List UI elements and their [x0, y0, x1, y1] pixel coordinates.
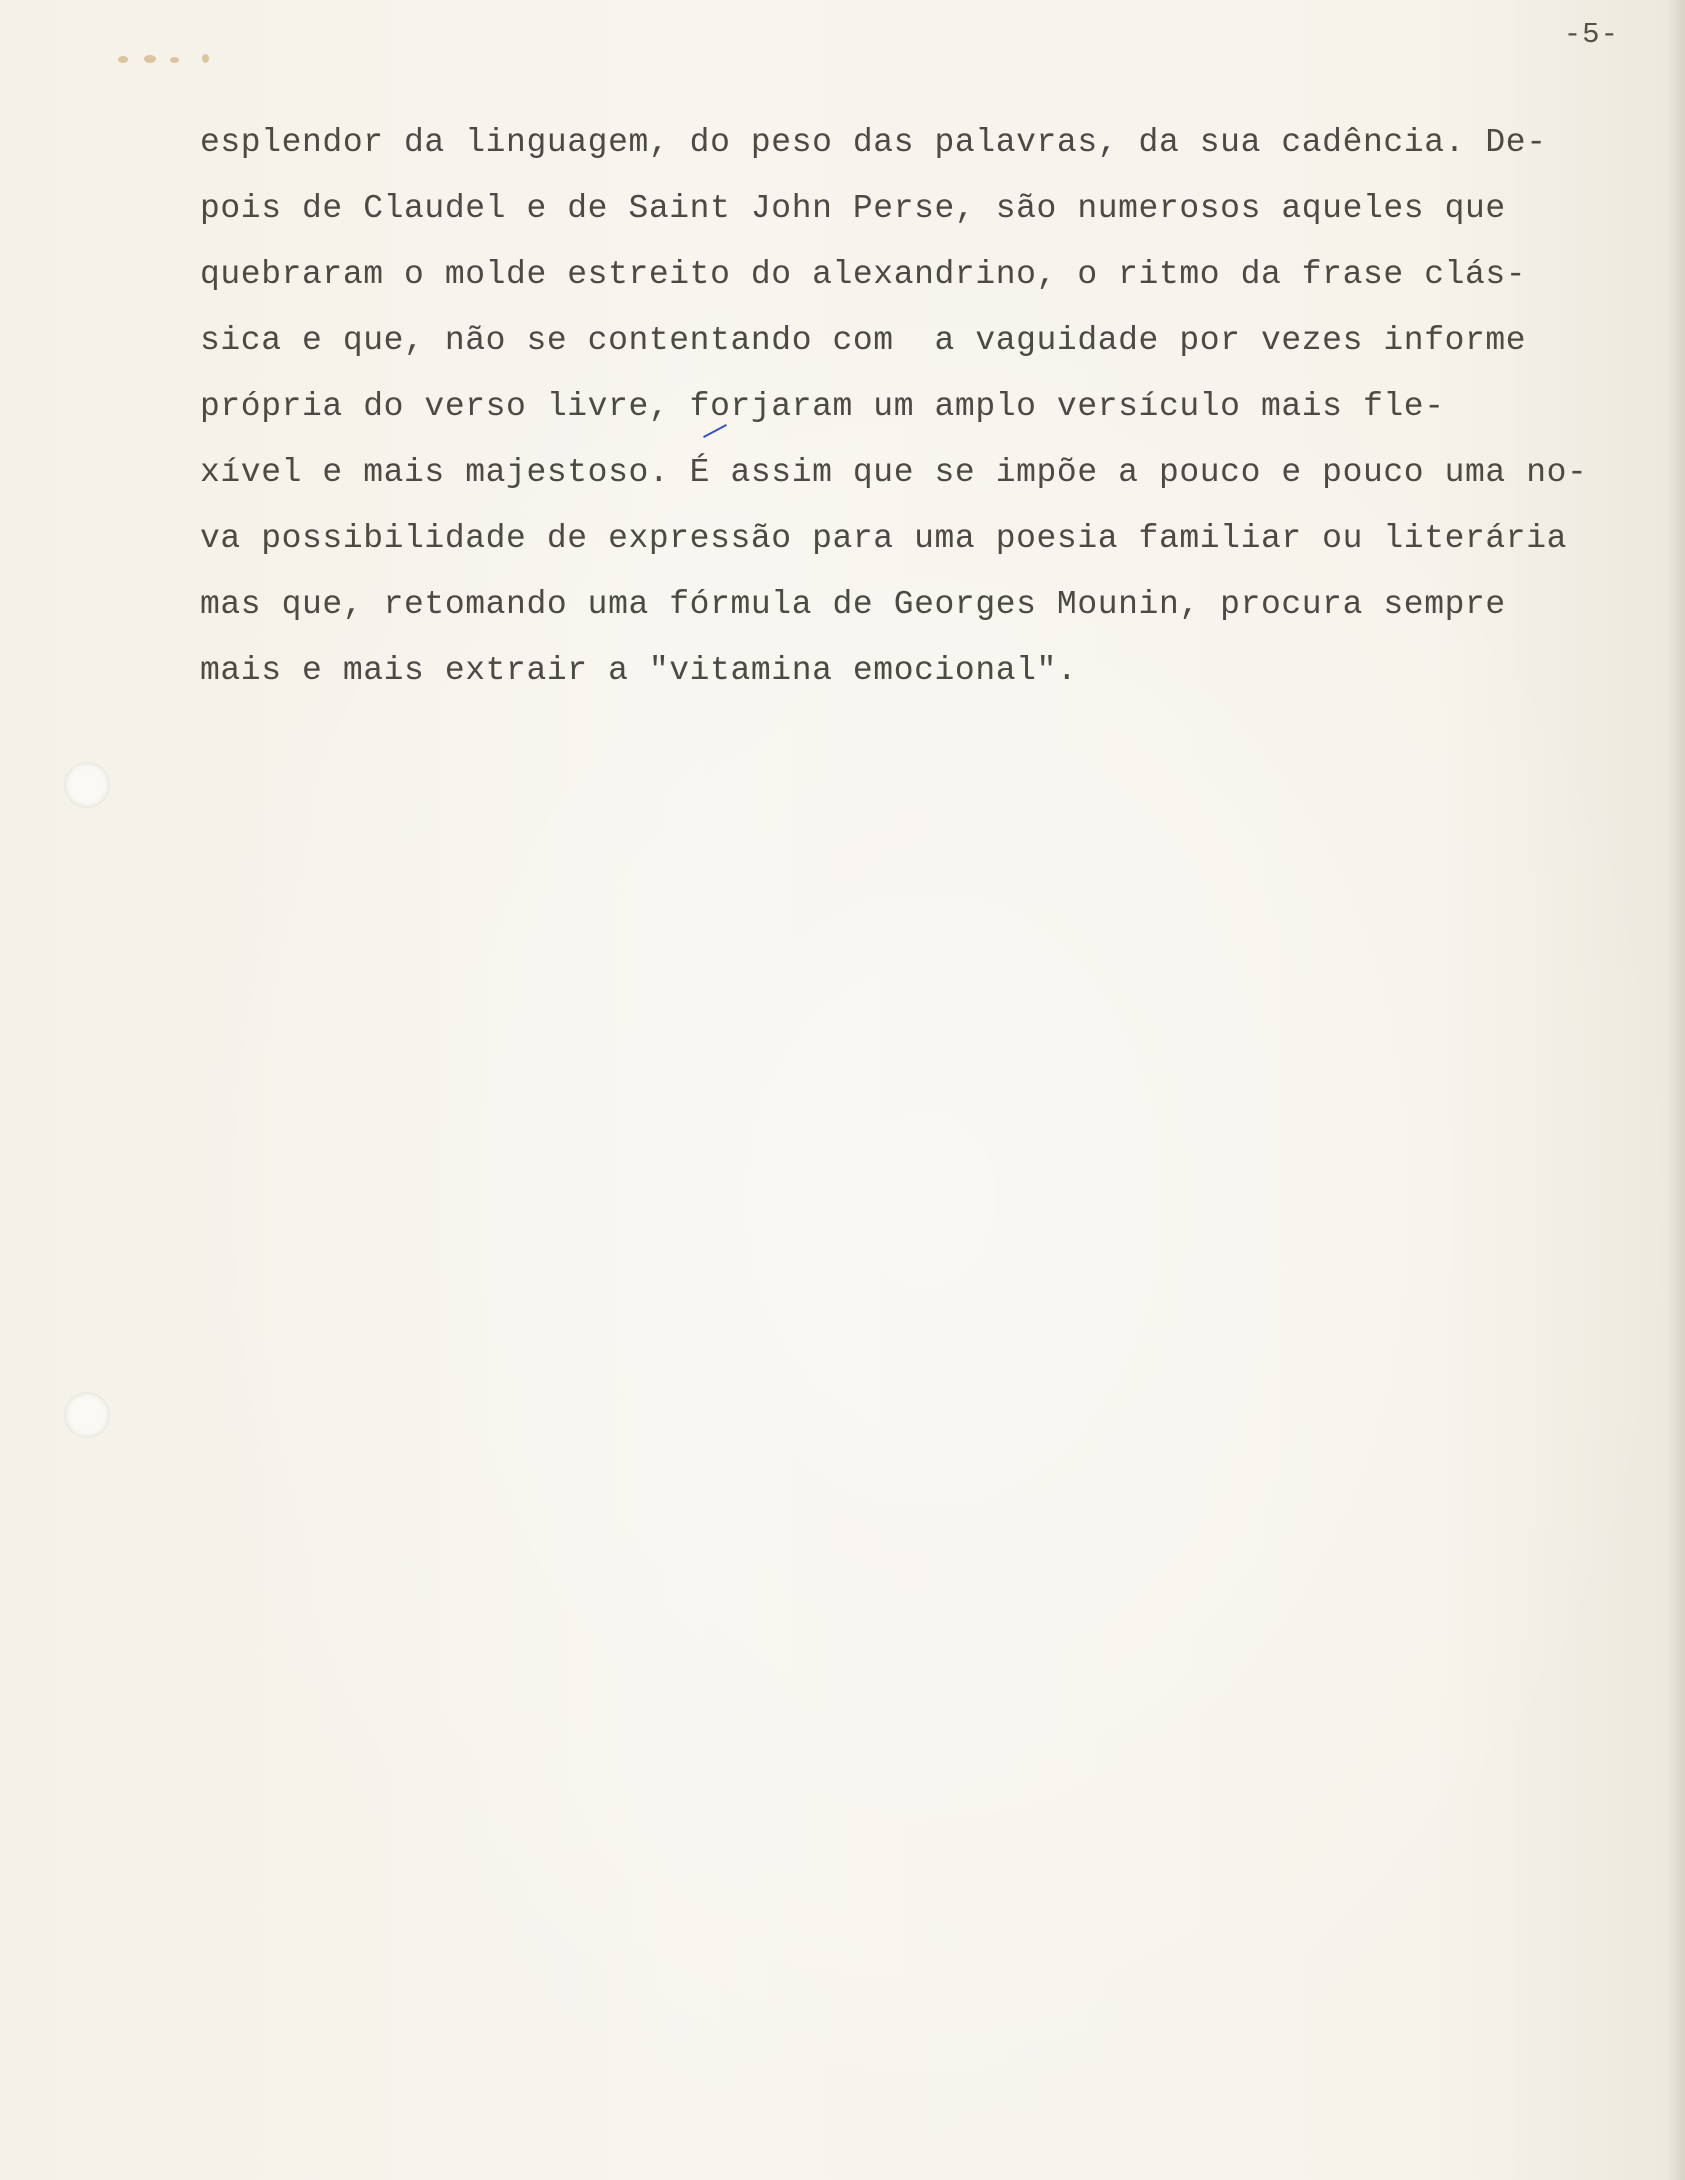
text-line: sica e que, não se contentando com a vaguidade por vezes informe [200, 322, 1527, 359]
paper-edge-shadow [1667, 0, 1685, 2180]
text-line: mais e mais extrair a "vitamina emocional". [200, 652, 1078, 689]
text-line: xível e mais majestoso. É assim que se impõe a pouco e pouco uma no- [200, 454, 1588, 491]
text-line: quebraram o molde estreito do alexandrino, o ritmo da frase clás- [200, 256, 1527, 293]
punch-hole-upper [64, 762, 110, 808]
text-line: va possibilidade de expressão para uma poesia familiar ou literária [200, 520, 1568, 557]
text-line: mas que, retomando uma fórmula de Georges Mounin, procura sempre [200, 586, 1506, 623]
text-line: pois de Claudel e de Saint John Perse, são numerosos aqueles que [200, 190, 1506, 227]
page-number: -5- [1563, 18, 1619, 51]
typewritten-paragraph [200, 110, 1588, 704]
ink-smudge [118, 52, 228, 68]
text-line: própria do verso livre, forjaram um amplo versículo mais fle- [200, 388, 1445, 425]
punch-hole-lower [64, 1392, 110, 1438]
text-line: esplendor da linguagem, do peso das palavras, da sua cadência. De- [200, 124, 1547, 161]
